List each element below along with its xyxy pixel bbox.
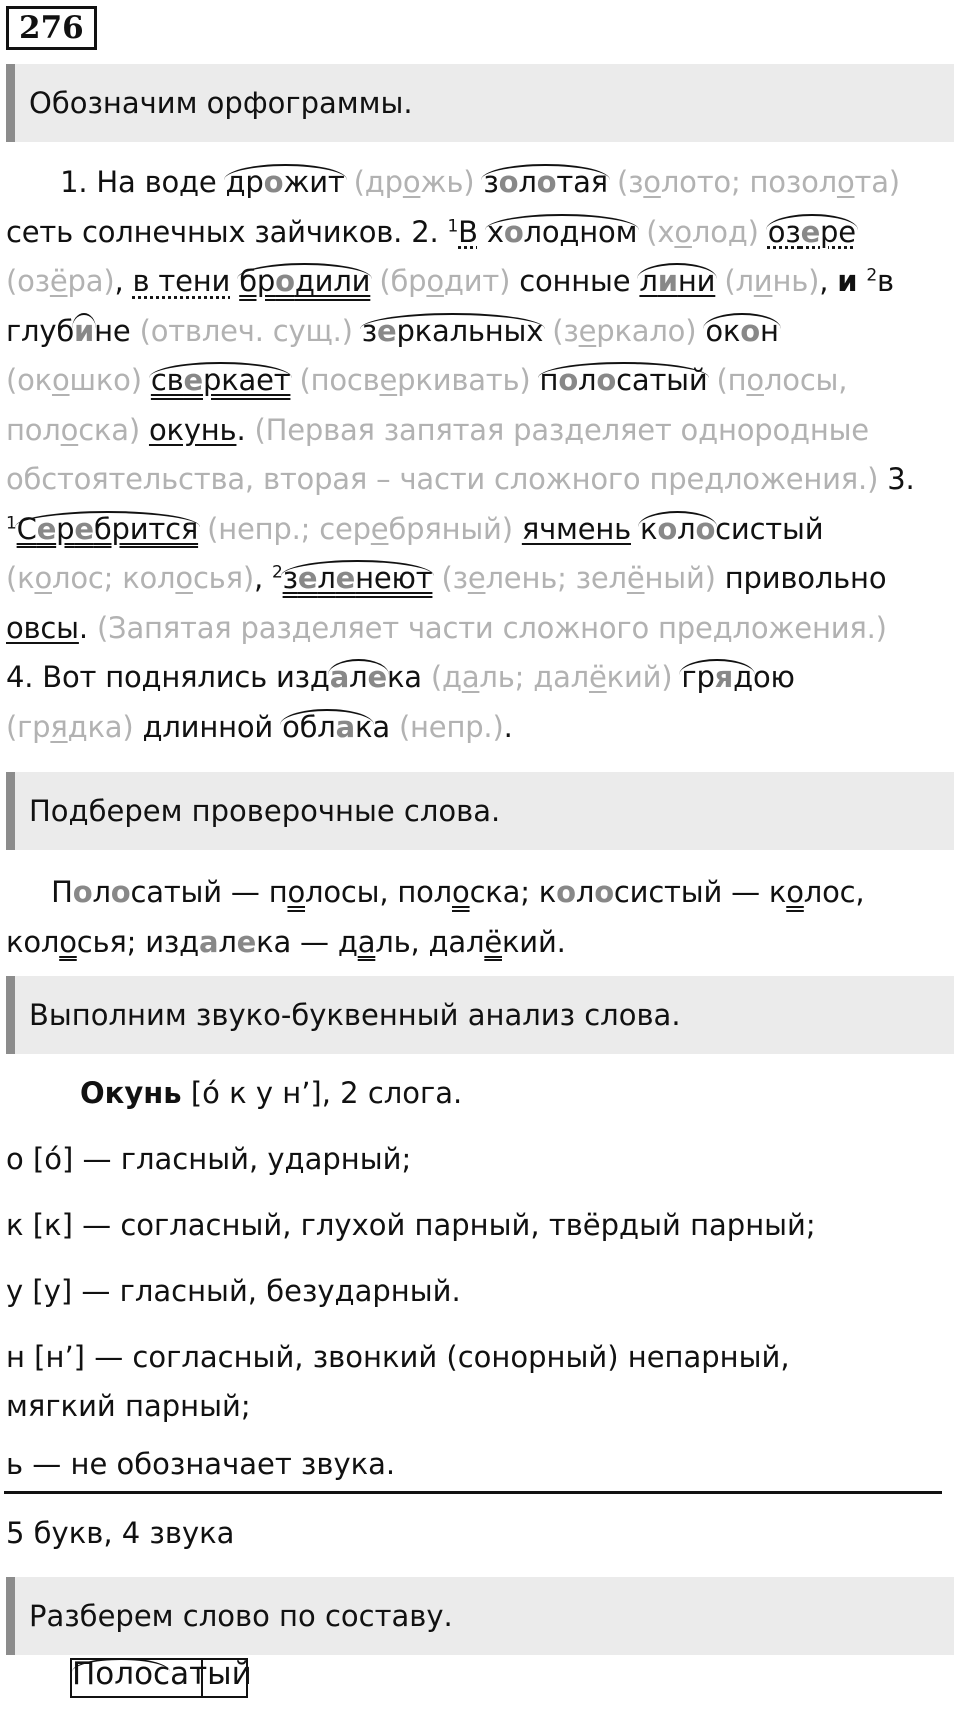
analysis-word: Окунь xyxy=(80,1076,182,1110)
morpheme-root: Полос xyxy=(72,1656,171,1692)
text-line: (озёра), в тени бродили (бродит) сонные лини (линь), и $^2$в xyxy=(6,257,954,307)
text-line: сеть солнечных зайчиков. 2. $^1$В холодном (холод) озере xyxy=(6,208,954,258)
analysis-row: у [у] — гласный, безударный. xyxy=(6,1274,461,1308)
section-header-morphemes xyxy=(6,1577,954,1655)
section-title: Подберем проверочные слова. xyxy=(29,794,501,828)
text-line: 4. Вот поднялись издалека (даль; далёкий) грядою xyxy=(6,653,954,703)
section-header-sound-analysis xyxy=(6,976,954,1054)
ending-box xyxy=(201,1658,248,1698)
summary-divider xyxy=(4,1491,942,1494)
analysis-row: н [н’] — согласный, звонкий (сонорный) непарный, xyxy=(6,1340,790,1374)
text-line: Полосатый — полосы, полоска; колосистый — колос, xyxy=(6,875,865,909)
section-title: Разберем слово по составу. xyxy=(29,1599,453,1633)
section-header-check-words xyxy=(6,772,954,850)
section-title: Обозначим орфограммы. xyxy=(29,86,413,120)
task-number: 276 xyxy=(6,6,97,50)
analysis-row: мягкий парный; xyxy=(6,1389,251,1423)
morpheme-breakdown xyxy=(72,1656,252,1692)
analysis-row: о [ó] — гласный, ударный; xyxy=(6,1142,412,1176)
analysis-row: ь — не обозначает звука. xyxy=(6,1447,396,1481)
exercise-text xyxy=(6,158,954,752)
morpheme-ending: ый xyxy=(207,1656,252,1692)
check-words-text xyxy=(6,868,954,967)
text-line: полоска) окунь. (Первая запятая разделяет однородные xyxy=(6,412,869,447)
text-line: колосья; издалека — даль, далёкий. xyxy=(6,924,566,959)
analysis-word-line xyxy=(80,1076,462,1110)
section-title: Выполним звуко-буквенный анализ слова. xyxy=(29,998,681,1032)
text-line: глубине (отвлеч. сущ.) зеркальных (зеркало) окон xyxy=(6,307,954,357)
analysis-summary: 5 букв, 4 звука xyxy=(6,1516,235,1550)
section-header-spelling xyxy=(6,64,954,142)
text-line: (колос; колосья), $^2$зеленеют (зелень; зелёный) привольно xyxy=(6,554,954,604)
analysis-row: к [к] — согласный, глухой парный, твёрдый парный; xyxy=(6,1208,816,1242)
text-line: $^1$Серебрится (непр.; серебряный) ячмень колосистый xyxy=(6,505,954,555)
text-line: 1. На воде дрожит (дрожь) золотая (золото; позолота) xyxy=(6,158,954,208)
text-line: (грядка) длинной облака (непр.). xyxy=(6,703,954,753)
text-line: обстоятельства, вторая – части сложного предложения.) 3. xyxy=(6,462,915,496)
morpheme-suffix: ат xyxy=(170,1656,208,1692)
text-line: овсы. (Запятая разделяет части сложного предложения.) xyxy=(6,610,887,645)
analysis-transcription: [ó к у н’], 2 слога. xyxy=(181,1076,463,1110)
text-line: (окошко) сверкает (посверкивать) полосатый (полосы, xyxy=(6,356,954,406)
